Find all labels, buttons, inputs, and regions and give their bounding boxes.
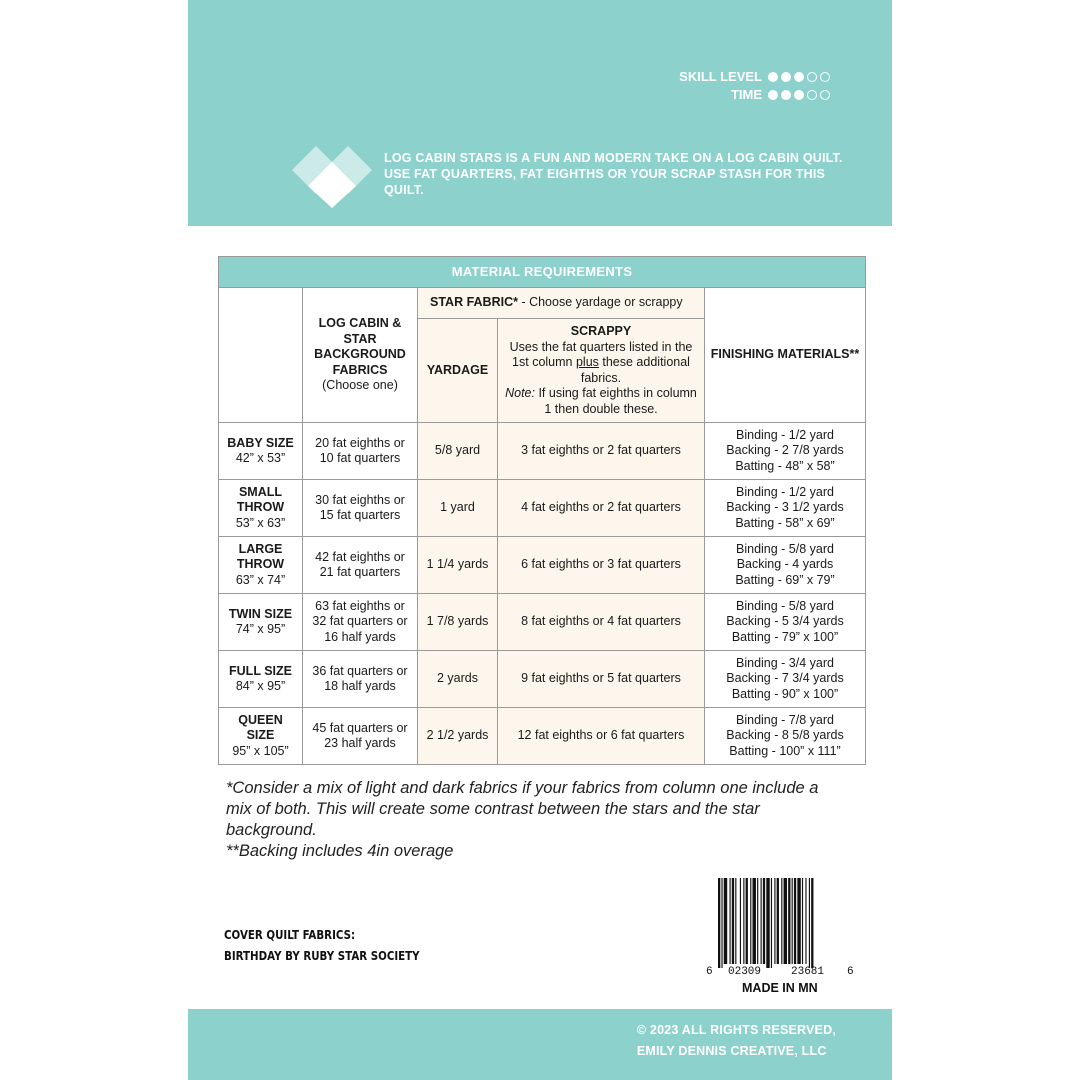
size-dimensions: 74” x 95” [235, 622, 286, 636]
scrappy-header-label: SCRAPPY [570, 324, 632, 338]
yardage-cell: 1 yard [418, 480, 498, 537]
scrappy-description [502, 340, 700, 387]
size-name: BABY SIZE [227, 435, 294, 450]
size-dimensions: 95” x 105” [232, 743, 289, 758]
binding-text: Binding - 5/8 yard [736, 598, 834, 613]
background-header-note: (Choose one) [322, 378, 398, 393]
size-name: SMALL THROW [236, 484, 285, 515]
background-cell: 36 fat quarters or 18 half yards [303, 651, 418, 708]
star-fabric-header [418, 288, 705, 319]
footnote-star: *Consider a mix of light and dark fabrics if your fabrics from column one include a mix of both. This will create some contrast between the stars and the star background. [226, 779, 819, 839]
yardage-cell: 1 1/4 yards [418, 537, 498, 594]
scrappy-column-header [498, 319, 705, 423]
time-dots [768, 90, 830, 100]
yardage-column-header: YARDAGE [418, 319, 498, 423]
filled-dot-icon [781, 72, 791, 82]
size-cell [219, 708, 303, 765]
backing-text: Backing - 7 3/4 yards [726, 671, 844, 686]
scrappy-note-label: Note: [505, 386, 535, 400]
finishing-column-header: FINISHING MATERIALS** [705, 288, 866, 423]
copyright-line-2: EMILY DENNIS CREATIVE, LLC [636, 1044, 827, 1058]
filled-dot-icon [781, 90, 791, 100]
header-band [188, 0, 892, 226]
yardage-cell: 5/8 yard [418, 423, 498, 480]
table-title: MATERIAL REQUIREMENTS [219, 257, 866, 288]
size-cell [219, 537, 303, 594]
backing-text: Backing - 3 1/2 yards [726, 500, 844, 515]
star-fabric-note: - Choose yardage or scrappy [517, 295, 683, 310]
yardage-cell: 2 1/2 yards [418, 708, 498, 765]
barcode-digit-left: 6 [706, 966, 713, 978]
size-name: LARGE THROW [236, 541, 285, 572]
copyright [637, 1020, 836, 1062]
background-cell: 45 fat quarters or 23 half yards [303, 708, 418, 765]
yardage-cell: 2 yards [418, 651, 498, 708]
backing-text: Backing - 4 yards [736, 557, 834, 572]
filled-dot-icon [768, 90, 778, 100]
background-cell: 42 fat eighths or 21 fat quarters [303, 537, 418, 594]
background-cell: 20 fat eighths or 10 fat quarters [303, 423, 418, 480]
table-row [219, 594, 866, 651]
copyright-line-1: © 2023 ALL RIGHTS RESERVED, [636, 1023, 836, 1037]
size-column-header [219, 288, 303, 423]
backing-text: Backing - 2 7/8 yards [726, 443, 844, 458]
difficulty-rating [679, 68, 830, 104]
size-cell [219, 594, 303, 651]
diamond-logo-icon [292, 146, 372, 208]
binding-text: Binding - 1/2 yard [736, 427, 834, 442]
batting-text: Batting - 48” x 58” [735, 458, 835, 473]
skill-level-label: SKILL LEVEL [679, 69, 762, 84]
filled-dot-icon [794, 90, 804, 100]
size-cell [219, 423, 303, 480]
scrappy-desc-part2: these additional fabrics. [580, 355, 690, 385]
background-column-header [303, 288, 418, 423]
size-dimensions: 53” x 63” [235, 515, 286, 530]
backing-text: Backing - 5 3/4 yards [726, 614, 844, 629]
size-dimensions: 42” x 53” [235, 451, 286, 465]
finishing-cell [705, 480, 866, 537]
scrappy-note-text: If using fat eighths in column 1 then double these. [534, 386, 697, 416]
scrappy-cell: 4 fat eighths or 2 fat quarters [498, 480, 705, 537]
batting-text: Batting - 79” x 100” [731, 629, 839, 644]
size-cell [219, 480, 303, 537]
finishing-cell [705, 708, 866, 765]
size-name: TWIN SIZE [228, 606, 293, 621]
finishing-cell [705, 594, 866, 651]
empty-dot-icon [820, 72, 830, 82]
binding-text: Binding - 3/4 yard [736, 655, 834, 670]
scrappy-note [502, 386, 700, 417]
cover-fabrics-name: BIRTHDAY BY RUBY STAR SOCIETY [224, 948, 420, 963]
size-name: QUEEN SIZE [238, 712, 283, 743]
cover-fabrics-label: COVER QUILT FABRICS: [224, 927, 356, 942]
finishing-cell [705, 537, 866, 594]
scrappy-desc-plus: plus [575, 355, 599, 369]
batting-text: Batting - 58” x 69” [735, 515, 835, 530]
scrappy-desc-part1: Uses the fat quarters listed in the 1st column [509, 339, 693, 369]
footnote-backing: **Backing includes 4in overage [226, 842, 454, 860]
filled-dot-icon [794, 72, 804, 82]
footnotes [226, 778, 826, 862]
binding-text: Binding - 7/8 yard [736, 712, 834, 727]
scrappy-cell: 12 fat eighths or 6 fat quarters [498, 708, 705, 765]
finishing-cell [705, 423, 866, 480]
pattern-back-cover [188, 0, 892, 1080]
star-fabric-label: STAR FABRIC* [430, 295, 518, 310]
footer-band [188, 1009, 892, 1080]
table-row [219, 423, 866, 480]
time-row [679, 86, 830, 104]
skill-level-dots [768, 72, 830, 82]
cover-fabrics [224, 924, 420, 966]
scrappy-cell: 6 fat eighths or 3 fat quarters [498, 537, 705, 594]
binding-text: Binding - 5/8 yard [736, 541, 834, 556]
barcode-group-2: 23681 [791, 966, 825, 978]
background-cell: 63 fat eighths or 32 fat quarters or 16 half yards [303, 594, 418, 651]
finishing-cell [705, 651, 866, 708]
barcode-digit-right: 6 [847, 966, 854, 978]
table-row [219, 708, 866, 765]
size-dimensions: 63” x 74” [235, 572, 286, 587]
empty-dot-icon [820, 90, 830, 100]
batting-text: Batting - 69” x 79” [735, 572, 835, 587]
made-in-label: MADE IN MN [742, 981, 818, 995]
material-requirements-table [218, 256, 866, 765]
barcode-group-1: 02309 [728, 966, 762, 978]
empty-dot-icon [807, 90, 817, 100]
table-row [219, 480, 866, 537]
yardage-cell: 1 7/8 yards [418, 594, 498, 651]
empty-dot-icon [807, 72, 817, 82]
size-cell [219, 651, 303, 708]
table-row [219, 537, 866, 594]
background-cell: 30 fat eighths or 15 fat quarters [303, 480, 418, 537]
scrappy-cell: 8 fat eighths or 4 fat quarters [498, 594, 705, 651]
backing-text: Backing - 8 5/8 yards [726, 728, 844, 743]
time-label: TIME [730, 87, 762, 102]
size-dimensions: 84” x 95” [235, 679, 286, 693]
batting-text: Batting - 90” x 100” [731, 686, 839, 701]
table-row [219, 651, 866, 708]
background-header-label: LOG CABIN & STAR BACKGROUND FABRICS [314, 316, 406, 377]
batting-text: Batting - 100” x 111” [729, 743, 841, 758]
filled-dot-icon [768, 72, 778, 82]
barcode-icon [706, 876, 856, 996]
skill-level-row [679, 68, 830, 86]
scrappy-cell: 9 fat eighths or 5 fat quarters [498, 651, 705, 708]
size-name: FULL SIZE [229, 663, 292, 678]
scrappy-cell: 3 fat eighths or 2 fat quarters [498, 423, 705, 480]
binding-text: Binding - 1/2 yard [736, 484, 834, 499]
intro-text: LOG CABIN STARS IS A FUN AND MODERN TAKE ON A LOG CABIN QUILT. USE FAT QUARTERS, FAT EIGHTHS OR YOUR SCRAP STASH FOR THIS QUILT. [384, 151, 843, 197]
